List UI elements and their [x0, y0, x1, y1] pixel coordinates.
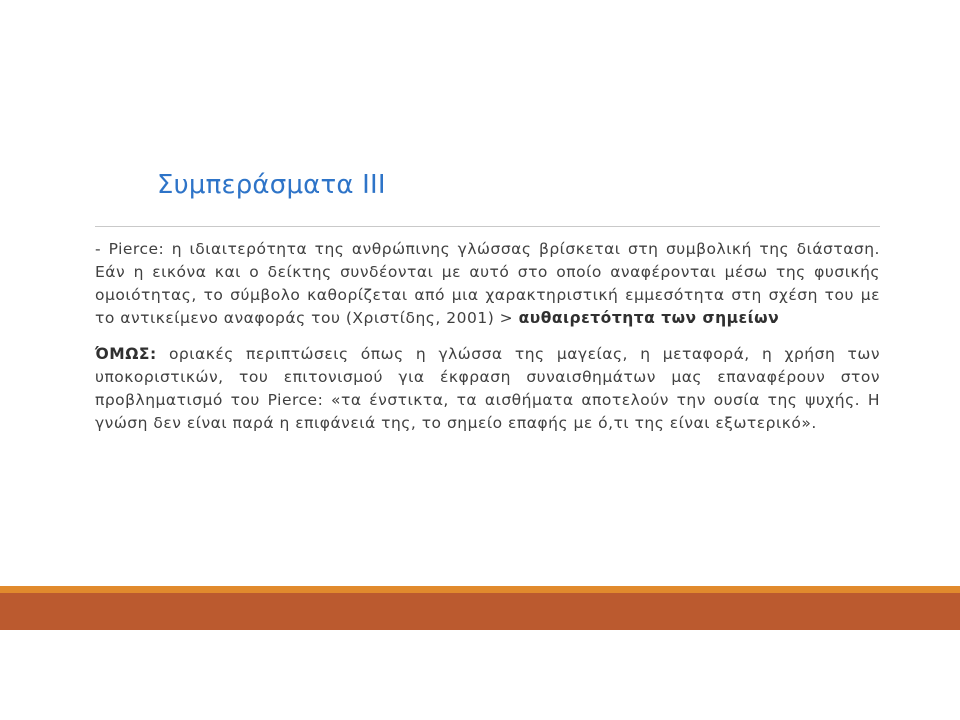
slide-body — [95, 238, 880, 435]
paragraph-pierce — [95, 238, 880, 330]
slide-title: Συμπεράσματα ΙΙΙ — [157, 170, 386, 200]
paragraph-pierce-text: - Pierce: η ιδιαιτερότητα της ανθρώπινης γλώσσας βρίσκεται στη συμβολική της διάσταση. Εάν η εικόνα και ο δείκτης συνδέονται με αυτό στο οποίο αναφέρονται μέσω της φυσικής ομοιότητας, το σύμβολο καθορίζεται από μια χαρακτηριστική εμμεσότητα στη σχέση του με το αντικείμενο αναφοράς του (Χριστίδης, 2001) > — [95, 240, 880, 327]
paragraph-omos-text: οριακές περιπτώσεις όπως η γλώσσα της μαγείας, η μεταφορά, η χρήση των υποκοριστικών, του επιτονισμού για έκφραση συναισθημάτων μας επαναφέρουν στον προβληματισμό του Pierce: «τα ένστικτα, τα αισθήματα αποτελούν την ουσία της ψυχής. Η γνώση δεν είναι παρά η επιφάνειά της, το σημείο επαφής με ό,τι της είναι εξωτερικό». — [95, 345, 880, 432]
paragraph-omos — [95, 343, 880, 435]
paragraph-omos-lead: ΌΜΩΣ: — [95, 345, 157, 363]
title-divider — [95, 226, 880, 227]
footer-band-accent — [0, 586, 960, 593]
paragraph-pierce-bold: αυθαιρετότητα των σημείων — [518, 309, 780, 327]
footer-band — [0, 593, 960, 630]
